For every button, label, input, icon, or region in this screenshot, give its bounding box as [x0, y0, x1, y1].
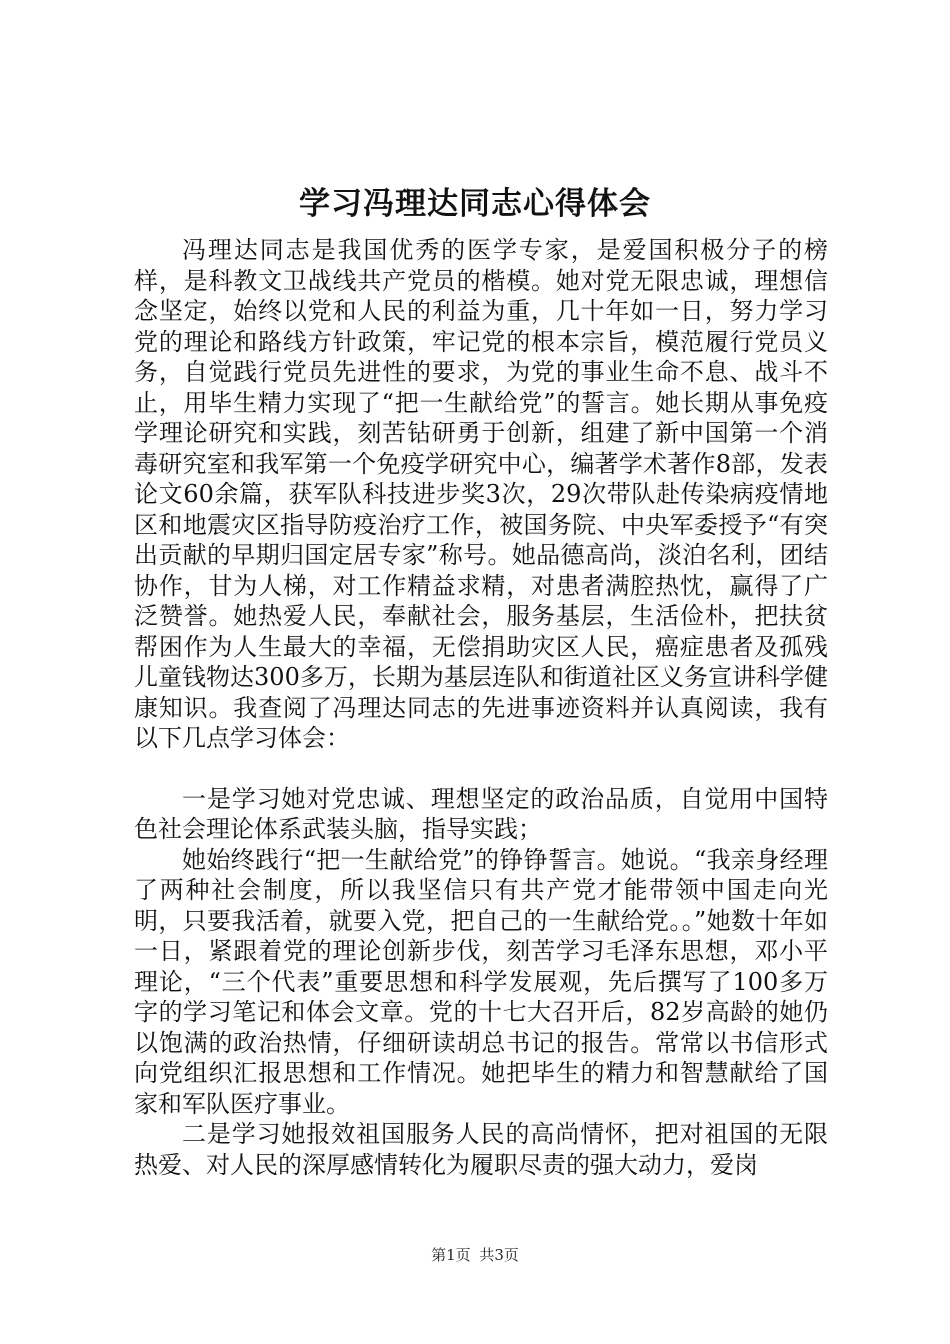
page-footer: [0, 1245, 950, 1265]
page-number: 第1页: [431, 1246, 471, 1264]
paragraph-point-two: 二是学习她报效祖国服务人民的高尚情怀，把对祖国的无限热爱、对人民的深厚感情转化为履职尽责的强大动力，爱岗: [134, 1120, 828, 1179]
paragraph-point-one-detail: 她始终践行“把一生献给党”的铮铮誓言。她说。“我亲身经理了两种社会制度，所以我坚信只有共产党才能带领中国走向光明，只要我活着，就要入党，把自己的一生献给党。。”她数十年如一日，紧跟着党的理论创新步伐，刻苦学习毛泽东思想，邓小平理论，“三个代表”重要思想和科学发展观，先后撰写了100多万字的学习笔记和体会文章。党的十七大召开后，82岁高龄的她仍以饱满的政治热情，仔细研读胡总书记的报告。常常以书信形式向党组织汇报思想和工作情况。她把毕生的精力和智慧献给了国家和军队医疗事业。: [134, 845, 828, 1118]
paragraph-intro: 冯理达同志是我国优秀的医学专家，是爱国积极分子的榜样，是科教文卫战线共产党员的楷模。她对党无限忠诚，理想信念坚定，始终以党和人民的利益为重，几十年如一日，努力学习党的理论和路线方针政策，牢记党的根本宗旨，模范履行党员义务，自觉践行党员先进性的要求，为党的事业生命不息、战斗不止，用毕生精力实现了“把一生献给党”的誓言。她长期从事免疫学理论研究和实践，刻苦钻研勇于创新，组建了新中国第一个消毒研究室和我军第一个免疫学研究中心，编著学术著作8部，发表论文60余篇，获军队科技进步奖3次，29次带队赴传染病疫情地区和地震灾区指导防疫治疗工作，被国务院、中央军委授予“有突出贡献的早期归国定居专家”称号。她品德高尚，淡泊名利，团结协作，甘为人梯，对工作精益求精，对患者满腔热忱，赢得了广泛赞誉。她热爱人民，奉献社会，服务基层，生活俭朴，把扶贫帮困作为人生最大的幸福，无偿捐助灾区人民，癌症患者及孤残儿童钱物达300多万，长期为基层连队和街道社区义务宣讲科学健康知识。我查阅了冯理达同志的先进事迹资料并认真阅读，我有以下几点学习体会：: [134, 236, 828, 752]
document-body: [134, 235, 828, 1180]
paragraph-point-one: 一是学习她对党忠诚、理想坚定的政治品质，自觉用中国特色社会理论体系武装头脑，指导实践；: [134, 784, 828, 843]
document-title: 学习冯理达同志心得体会: [299, 186, 651, 222]
page-total: 共3页: [479, 1246, 519, 1264]
